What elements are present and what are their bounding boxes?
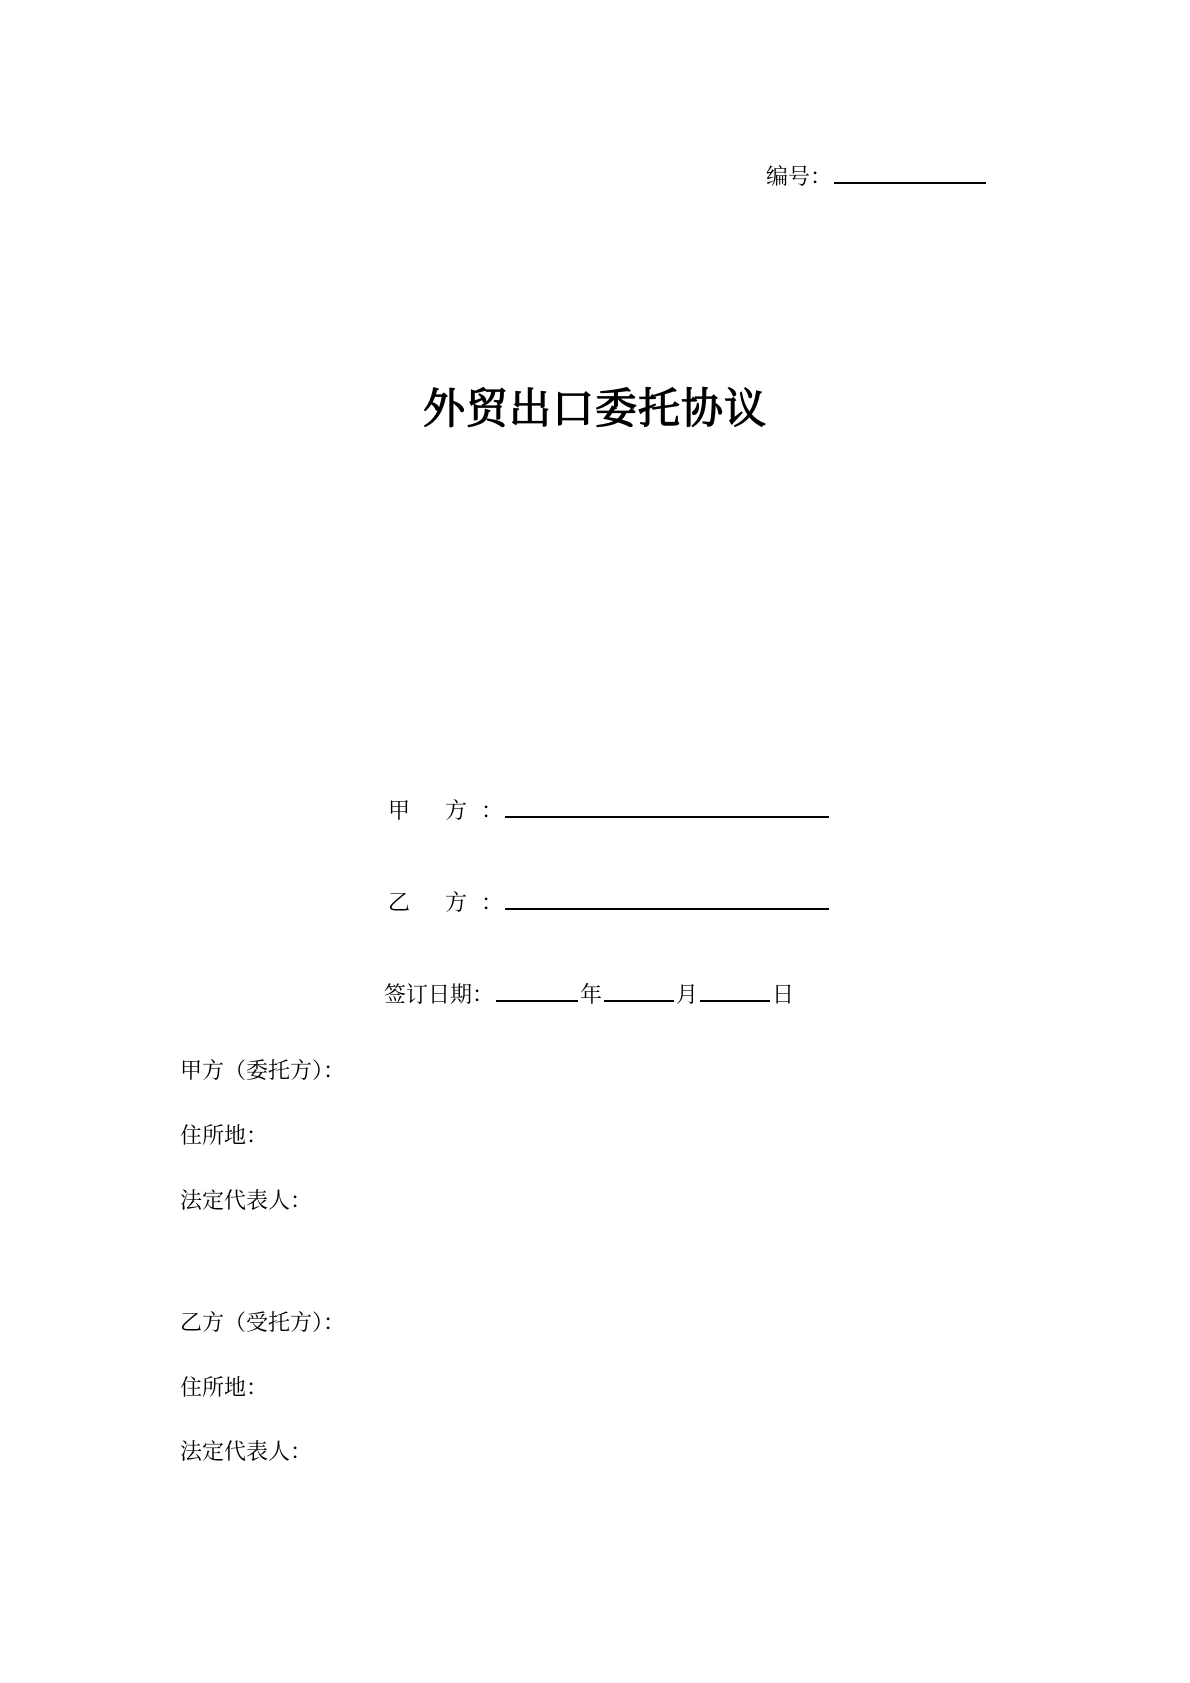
party-b-representative-label: 法定代表人： (180, 1440, 313, 1465)
sign-date-day-blank[interactable] (700, 978, 770, 1002)
sign-date-label: 签订日期： (384, 983, 495, 1008)
document-number (766, 160, 988, 192)
cover-party-a-row (388, 794, 831, 826)
sign-date-day-label: 日 (772, 983, 795, 1008)
sign-date-row (384, 978, 794, 1010)
cover-party-a-blank[interactable] (505, 794, 829, 818)
cover-party-b-colon: ： (481, 891, 504, 916)
document-title: 外贸出口委托协议 (422, 384, 767, 433)
party-b-heading: 乙方（受托方）： (180, 1311, 346, 1336)
cover-party-a-colon: ： (481, 799, 504, 824)
sign-date-year-blank[interactable] (496, 978, 578, 1002)
document-number-blank[interactable] (834, 160, 986, 184)
party-a-address-label: 住所地： (180, 1124, 269, 1149)
party-a-heading: 甲方（委托方）： (180, 1059, 346, 1084)
party-b-address-label: 住所地： (180, 1376, 269, 1401)
sign-date-month-blank[interactable] (604, 978, 674, 1002)
cover-party-a-label: 甲 方 (388, 799, 481, 824)
cover-party-b-row (388, 886, 831, 918)
party-a-representative-label: 法定代表人： (180, 1189, 313, 1214)
cover-party-b-label: 乙 方 (388, 891, 481, 916)
sign-date-year-label: 年 (580, 983, 603, 1008)
cover-party-b-blank[interactable] (505, 886, 829, 910)
document-number-label: 编号： (765, 165, 832, 190)
sign-date-month-label: 月 (676, 983, 699, 1008)
